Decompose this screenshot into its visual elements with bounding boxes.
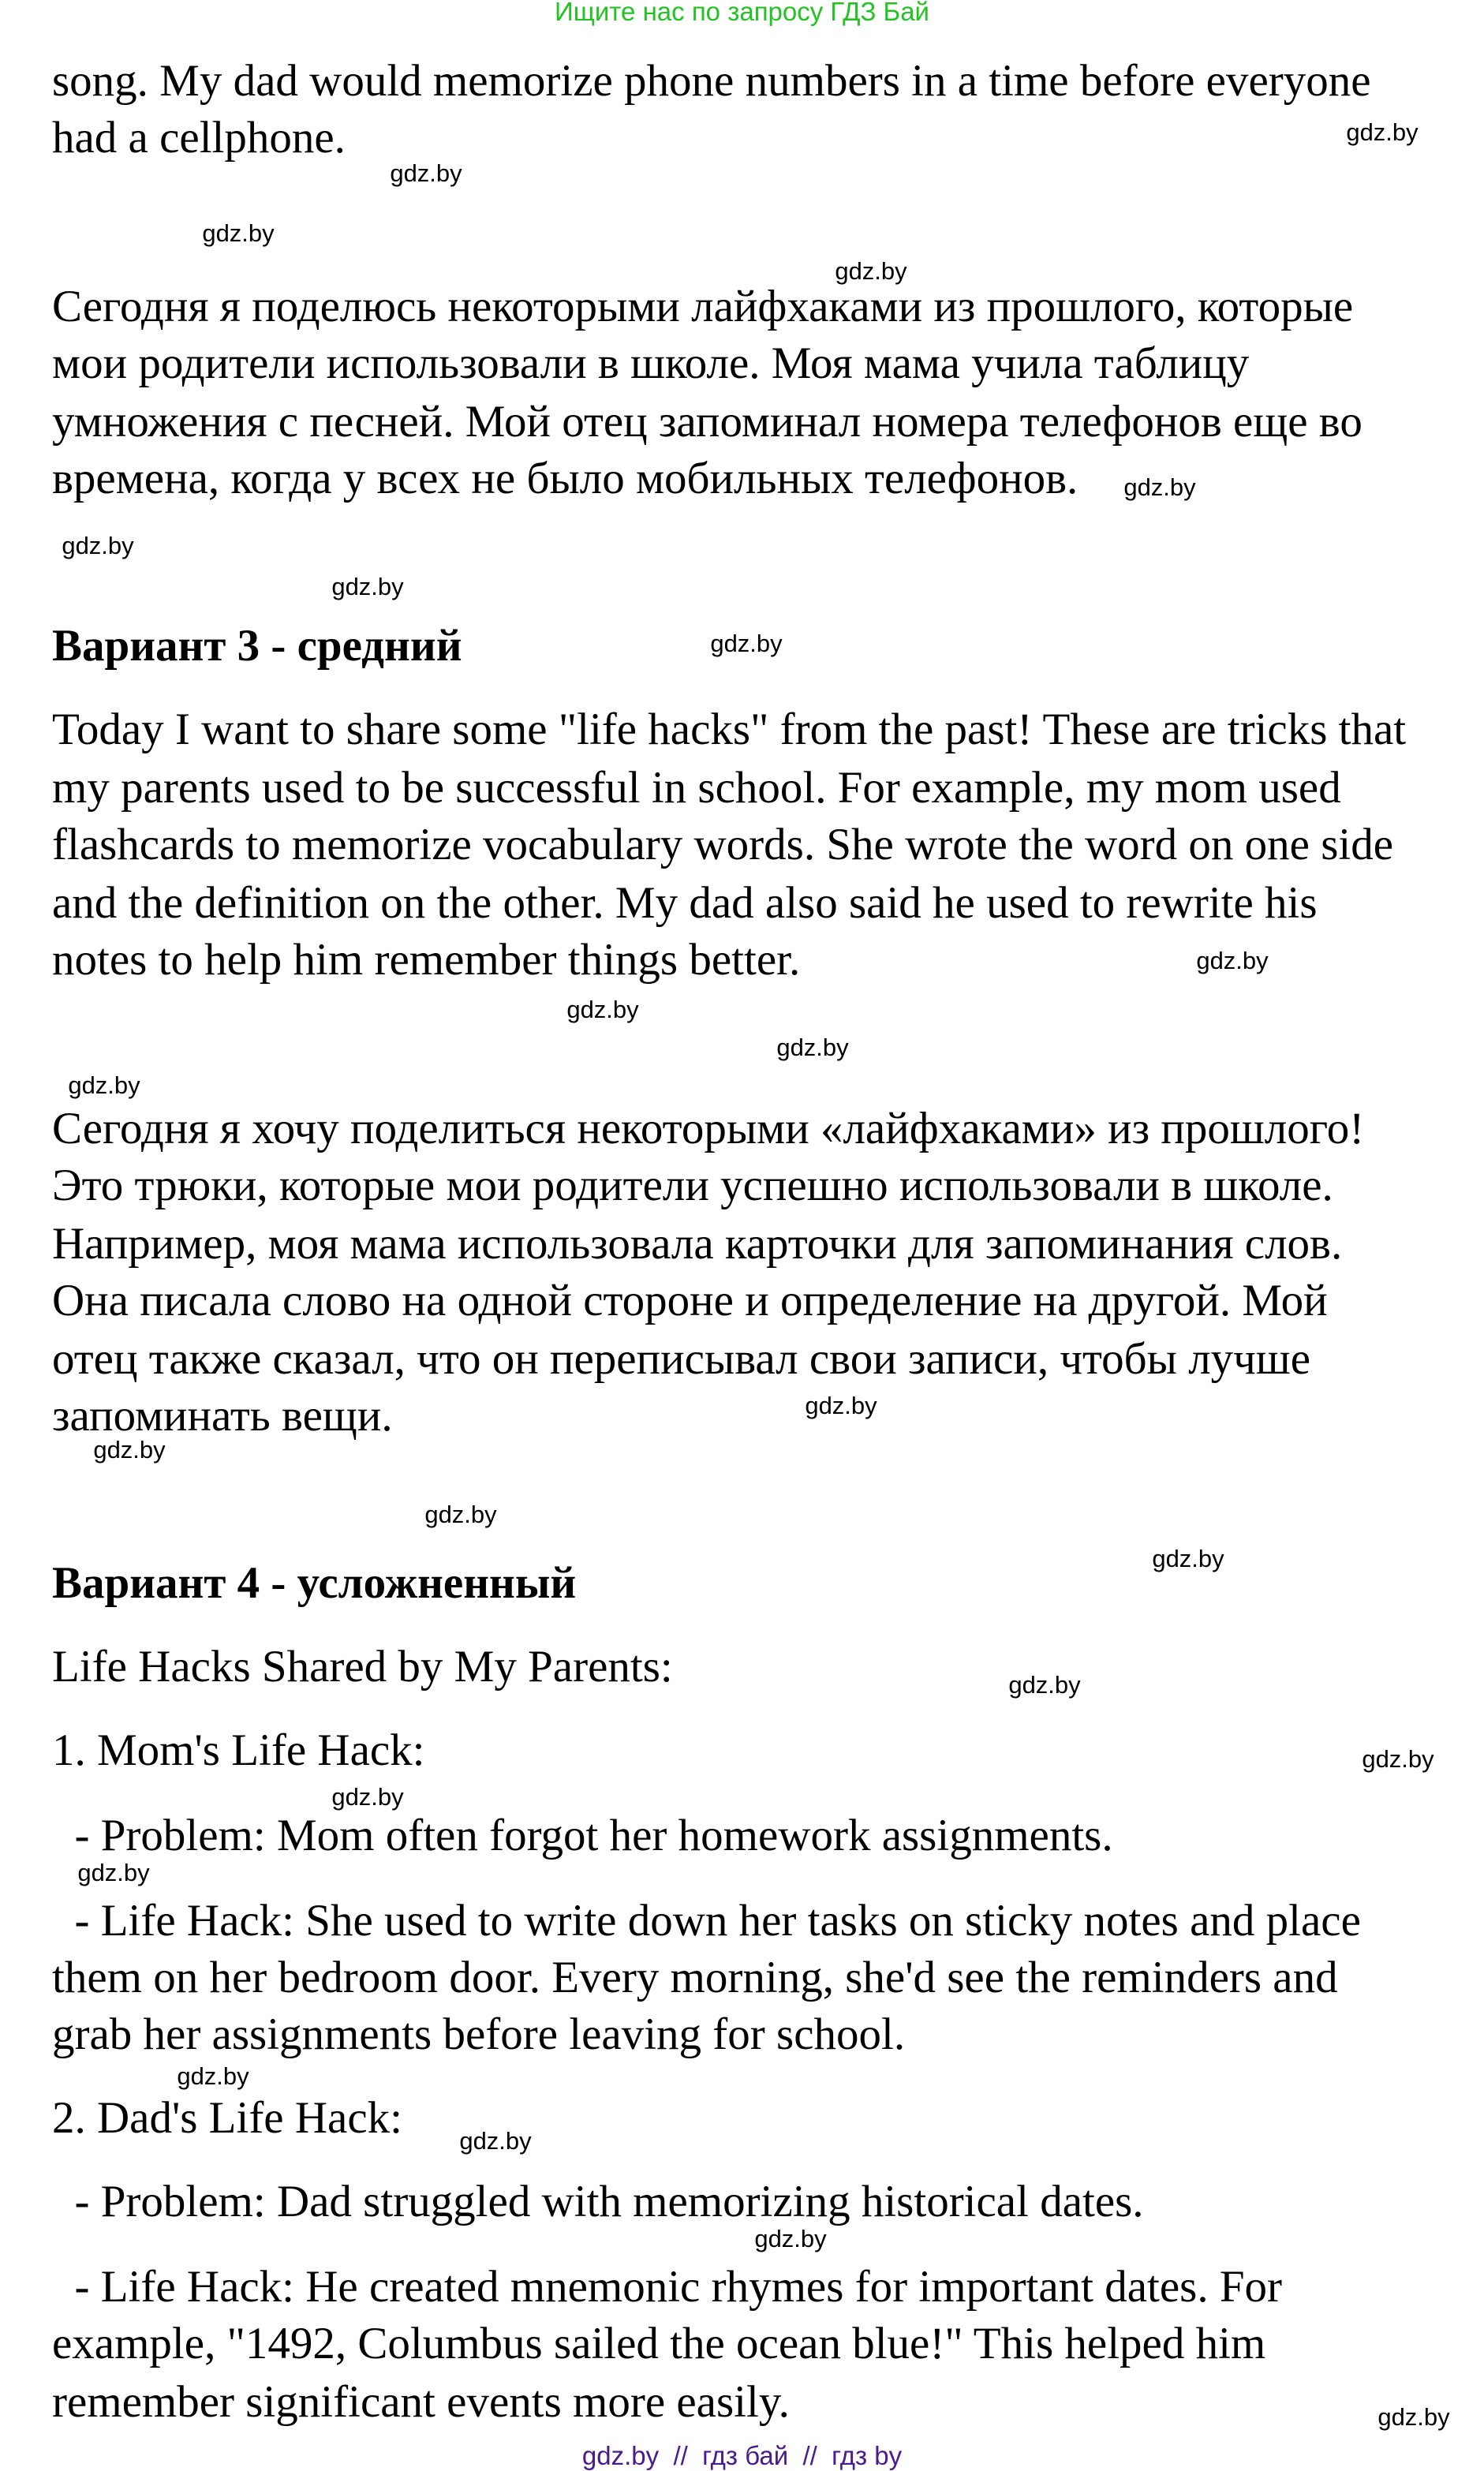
text-line: my parents used to be successful in school. For example, my mom used xyxy=(52,763,1341,813)
text-line: Это трюки, которые мои родители успешно использовали в школе. xyxy=(52,1161,1333,1210)
text-line: Life Hacks Shared by My Parents: xyxy=(52,1642,673,1692)
text-line: времена, когда у всех не было мобильных телефонов. xyxy=(52,454,1078,503)
text-line: запоминать вещи. xyxy=(52,1391,393,1441)
watermark: gdz.by xyxy=(566,996,639,1023)
watermark: gdz.by xyxy=(1152,1545,1224,1572)
watermark: gdz.by xyxy=(390,159,462,187)
text-line: grab her assignments before leaving for school. xyxy=(52,2009,906,2059)
watermark: gdz.by xyxy=(1346,118,1419,146)
watermark: gdz.by xyxy=(459,2127,532,2155)
text-line: remember significant events more easily. xyxy=(52,2377,790,2427)
section-heading: Вариант 3 - средний xyxy=(52,621,462,671)
watermark: gdz.by xyxy=(754,2225,827,2252)
text-line: - Problem: Mom often forgot her homework assignments. xyxy=(52,1811,1113,1860)
watermark: gdz.by xyxy=(202,219,275,247)
text-line: notes to help him remember things better. xyxy=(52,935,801,985)
text-line: отец также сказал, что он переписывал свои записи, чтобы лучше xyxy=(52,1334,1310,1384)
text-line: Например, моя мама использовала карточки для запоминания слов. xyxy=(52,1219,1343,1269)
text-line: - Life Hack: He created mnemonic rhymes for important dates. For xyxy=(52,2262,1283,2312)
text-line: Сегодня я хочу поделиться некоторыми «лайфхаками» из прошлого! xyxy=(52,1104,1365,1153)
watermark: gdz.by xyxy=(93,1436,166,1464)
watermark: gdz.by xyxy=(1123,473,1196,501)
watermark: gdz.by xyxy=(62,532,134,559)
text-line: Сегодня я поделюсь некоторыми лайфхаками из прошлого, которые xyxy=(52,282,1354,331)
watermark: gdz.by xyxy=(331,1783,404,1811)
text-line: flashcards to memorize vocabulary words. She wrote the word on one side xyxy=(52,820,1394,869)
text-line: - Problem: Dad struggled with memorizing historical dates. xyxy=(52,2177,1144,2226)
watermark: gdz.by xyxy=(1196,947,1269,974)
text-line: example, "1492, Columbus sailed the ocean blue!" This helped him xyxy=(52,2319,1266,2368)
watermark: gdz.by xyxy=(776,1034,849,1061)
watermark: gdz.by xyxy=(68,1071,140,1099)
text-line: had a cellphone. xyxy=(52,113,346,163)
text-line: 1. Mom's Life Hack: xyxy=(52,1725,425,1775)
watermark: gdz.by xyxy=(177,2062,249,2090)
text-line: them on her bedroom door. Every morning, she'd see the reminders and xyxy=(52,1953,1338,2002)
watermark: gdz.by xyxy=(805,1392,877,1419)
watermark: gdz.by xyxy=(835,257,907,285)
watermark: gdz.by xyxy=(1377,2403,1450,2431)
watermark: gdz.by xyxy=(1362,1745,1434,1773)
watermark: gdz.by xyxy=(424,1501,497,1528)
text-line: мои родители использовали в школе. Моя мама учила таблицу xyxy=(52,338,1250,388)
watermark: gdz.by xyxy=(710,630,783,657)
header-banner[interactable]: Ищите нас по запросу ГДЗ Бай xyxy=(555,0,929,26)
watermark: gdz.by xyxy=(77,1859,150,1886)
text-line: and the definition on the other. My dad also said he used to rewrite his xyxy=(52,878,1318,928)
watermark: gdz.by xyxy=(1008,1671,1081,1699)
text-line: Today I want to share some "life hacks" from the past! These are tricks that xyxy=(52,705,1407,754)
section-heading: Вариант 4 - усложненный xyxy=(52,1558,577,1608)
text-line: 2. Dad's Life Hack: xyxy=(52,2093,402,2143)
text-line: умножения с песней. Мой отец запоминал номера телефонов еще во xyxy=(52,397,1363,447)
footer-banner[interactable]: gdz.by // гдз бай // гдз by xyxy=(581,2441,903,2470)
text-line: Она писала слово на одной стороне и определение на другой. Мой xyxy=(52,1276,1328,1325)
text-line: song. My dad would memorize phone numbers in a time before everyone xyxy=(52,56,1371,106)
text-line: - Life Hack: She used to write down her tasks on sticky notes and place xyxy=(52,1896,1361,1946)
watermark: gdz.by xyxy=(331,573,404,600)
